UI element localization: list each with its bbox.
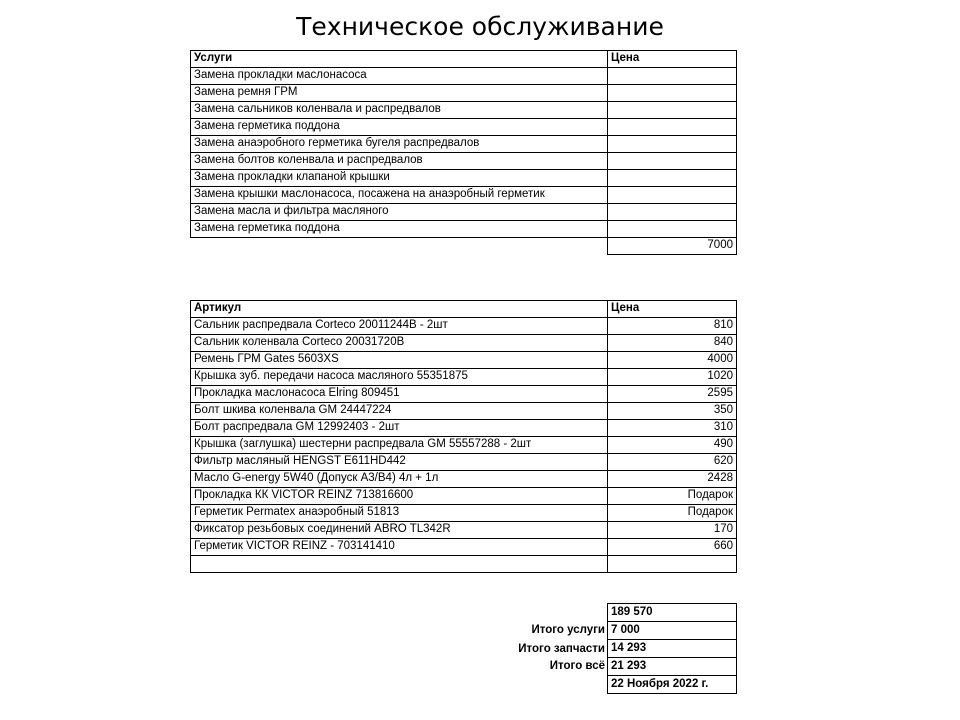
service-row xyxy=(191,153,737,170)
service-row xyxy=(191,204,737,221)
service-item-name: Замена прокладки маслонасоса xyxy=(191,68,608,85)
part-item-name: Сальник коленвала Corteco 20031720B xyxy=(191,335,608,352)
part-item-price: 660 xyxy=(608,539,737,556)
part-item-name xyxy=(191,556,608,573)
summary-all-label: Итого всё xyxy=(549,660,605,672)
service-row xyxy=(191,119,737,136)
part-item-name: Болт шкива коленвала GM 24447224 xyxy=(191,403,608,420)
summary-row-parts xyxy=(608,640,737,658)
part-row xyxy=(191,437,737,454)
service-item-name: Замена герметика поддона xyxy=(191,221,608,238)
part-item-price: 170 xyxy=(608,522,737,539)
part-item-price: 1020 xyxy=(608,369,737,386)
service-item-price xyxy=(608,221,737,238)
parts-header-price: Цена xyxy=(608,301,737,318)
service-item-name: Замена сальников коленвала и распредвалов xyxy=(191,102,608,119)
service-item-price xyxy=(608,68,737,85)
service-item-price xyxy=(608,119,737,136)
part-row xyxy=(191,335,737,352)
part-item-price: 490 xyxy=(608,437,737,454)
part-item-name: Фиксатор резьбовых соединений ABRO TL342R xyxy=(191,522,608,539)
part-item-name: Сальник распредвала Corteco 20011244B - 2шт xyxy=(191,318,608,335)
part-item-name: Болт распредвала GM 12992403 - 2шт xyxy=(191,420,608,437)
service-row xyxy=(191,221,737,238)
part-row xyxy=(191,522,737,539)
part-item-name: Крышка (заглушка) шестерни распредвала GM 55557288 - 2шт xyxy=(191,437,608,454)
part-item-price xyxy=(608,556,737,573)
service-item-price xyxy=(608,85,737,102)
services-total: 7000 xyxy=(608,238,737,255)
part-item-name: Прокладка КК VICTOR REINZ 713816600 xyxy=(191,488,608,505)
part-item-price: 810 xyxy=(608,318,737,335)
services-table xyxy=(190,50,737,255)
parts-header-row xyxy=(191,301,737,318)
parts-header-name: Артикул xyxy=(191,301,608,318)
part-item-name: Герметик Permatex анаэробный 51813 xyxy=(191,505,608,522)
summary-row-all xyxy=(608,658,737,676)
part-row xyxy=(191,318,737,335)
part-item-price: 350 xyxy=(608,403,737,420)
summary-row-date xyxy=(608,676,737,694)
services-total-spacer xyxy=(191,238,608,255)
service-item-price xyxy=(608,102,737,119)
service-item-name: Замена крышки маслонасоса, посажена на анаэробный герметик xyxy=(191,187,608,204)
part-row xyxy=(191,403,737,420)
service-item-price xyxy=(608,153,737,170)
summary-services-value: 7 000 xyxy=(608,622,737,640)
service-row xyxy=(191,102,737,119)
part-row xyxy=(191,556,737,573)
service-item-price xyxy=(608,187,737,204)
part-row xyxy=(191,420,737,437)
page-title: Техническое обслуживание xyxy=(296,12,664,41)
service-item-price xyxy=(608,170,737,187)
service-row xyxy=(191,136,737,153)
service-item-price xyxy=(608,136,737,153)
summary-row-services xyxy=(608,622,737,640)
service-row xyxy=(191,85,737,102)
summary-mileage: 189 570 xyxy=(608,604,737,622)
part-row xyxy=(191,471,737,488)
part-item-price: 840 xyxy=(608,335,737,352)
services-header-name: Услуги xyxy=(191,51,608,68)
service-item-price xyxy=(608,204,737,221)
service-row xyxy=(191,187,737,204)
service-item-name: Замена ремня ГРМ xyxy=(191,85,608,102)
part-item-price: Подарок xyxy=(608,505,737,522)
summary-row-mileage xyxy=(608,604,737,622)
summary-all-value: 21 293 xyxy=(608,658,737,676)
part-item-name: Крышка зуб. передачи насоса масляного 55351875 xyxy=(191,369,608,386)
services-total-row xyxy=(191,238,737,255)
parts-table xyxy=(190,300,737,573)
part-row xyxy=(191,505,737,522)
part-item-name: Фильтр масляный HENGST E611HD442 xyxy=(191,454,608,471)
part-row xyxy=(191,488,737,505)
part-row xyxy=(191,352,737,369)
service-item-name: Замена прокладки клапаной крышки xyxy=(191,170,608,187)
summary-parts-value: 14 293 xyxy=(608,640,737,658)
service-item-name: Замена анаэробного герметика бугеля распредвалов xyxy=(191,136,608,153)
summary-parts-label: Итого запчасти xyxy=(518,643,605,655)
summary-date: 22 Ноября 2022 г. xyxy=(608,676,737,694)
part-item-price: 4000 xyxy=(608,352,737,369)
part-item-price: 2428 xyxy=(608,471,737,488)
services-header-price: Цена xyxy=(608,51,737,68)
part-item-name: Прокладка маслонасоса Elring 809451 xyxy=(191,386,608,403)
part-row xyxy=(191,539,737,556)
service-row xyxy=(191,68,737,85)
part-item-name: Герметик VICTOR REINZ - 703141410 xyxy=(191,539,608,556)
part-row xyxy=(191,454,737,471)
part-item-name: Ремень ГРМ Gates 5603XS xyxy=(191,352,608,369)
service-row xyxy=(191,170,737,187)
part-item-price: 2595 xyxy=(608,386,737,403)
part-item-price: 620 xyxy=(608,454,737,471)
part-row xyxy=(191,369,737,386)
service-item-name: Замена герметика поддона xyxy=(191,119,608,136)
services-header-row xyxy=(191,51,737,68)
summary-services-label: Итого услуги xyxy=(531,624,605,636)
part-item-price: Подарок xyxy=(608,488,737,505)
summary-table xyxy=(607,603,737,694)
service-item-name: Замена масла и фильтра масляного xyxy=(191,204,608,221)
part-row xyxy=(191,386,737,403)
part-item-name: Масло G-energy 5W40 (Допуск А3/В4) 4л + 1л xyxy=(191,471,608,488)
part-item-price: 310 xyxy=(608,420,737,437)
service-item-name: Замена болтов коленвала и распредвалов xyxy=(191,153,608,170)
